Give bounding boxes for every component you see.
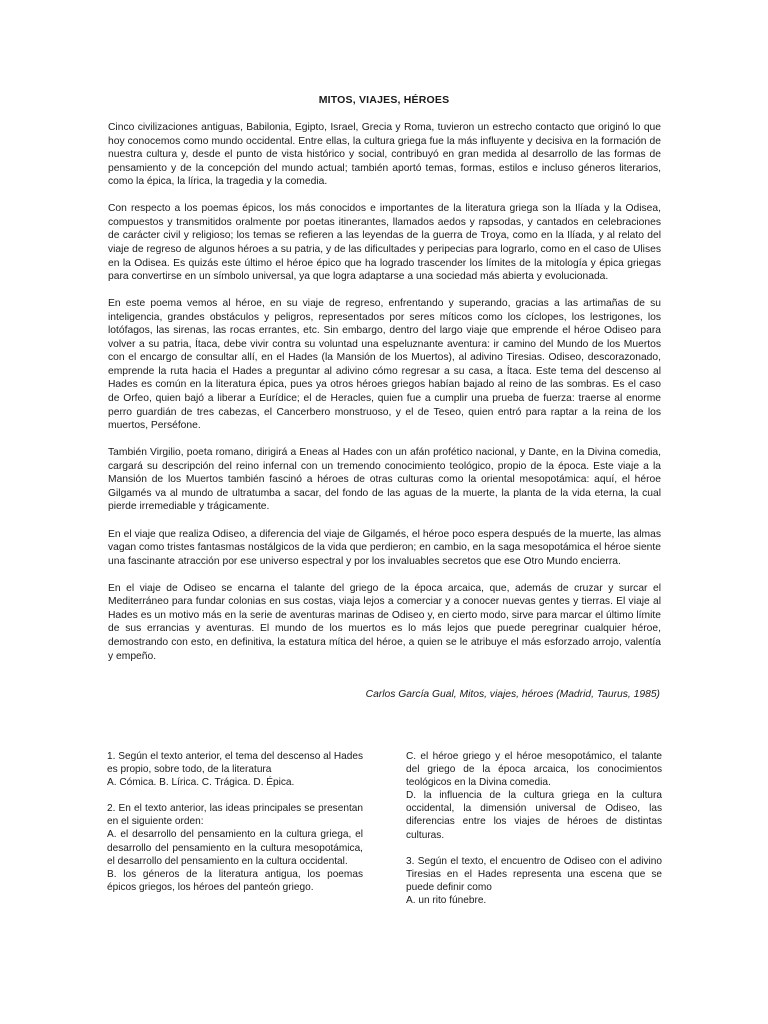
question-2-stem: 2. En el texto anterior, las ideas principales se presentan en el siguiente orden: [107, 803, 363, 828]
document-title: MITOS, VIAJES, HÉROES [318, 94, 450, 106]
question-2-option-d: D. la influencia de la cultura griega en la cultura occidental, la dimensión universal de Odiseo, las diferencias entre los viajes de héroes de distintas culturas. [406, 790, 662, 841]
question-2 [107, 802, 363, 894]
question-1-options: A. Cómica. B. Lírica. C. Trágica. D. Épica. [107, 777, 295, 789]
question-1 [107, 750, 363, 789]
questions-right-column [406, 750, 662, 920]
question-3-stem: 3. Según el texto, el encuentro de Odiseo con el adivino Tiresias en el Hades representa una escena que se puede definir como [406, 855, 662, 893]
question-2-option-c: C. el héroe griego y el héroe mesopotámico, el talante del griego de la época arcaica, los conocimientos teológicos en la Divina comedia. [406, 751, 662, 789]
question-2-option-a: A. el desarrollo del pensamiento en la cultura griega, el desarrollo del pensamiento en la cultura mesopotámica, el desarrollo del pensamiento en la cultura occidental. [107, 829, 363, 867]
question-2-option-b: B. los géneros de la literatura antigua, los poemas épicos griegos, los héroes del panteón griego. [107, 868, 363, 893]
question-1-stem: 1. Según el texto anterior, el tema del descenso al Hades es propio, sobre todo, de la literatura [107, 751, 363, 776]
questions-left-column [107, 750, 363, 920]
paragraph: Cinco civilizaciones antiguas, Babilonia, Egipto, Israel, Grecia y Roma, tuvieron un estrecho contacto que originó lo que hoy conocemos como mundo occidental. Entre ellas, la cultura griega fue la más influyente y decisiva en la formación de nuestra cultura y, desde el punto de vista histórico y social, contribuyó en gran medida al desarrollo de las formas de pensamiento y de la concepción del mundo actual; también aportó temas, formas, estilos e incluso géneros literarios, como la épica, la lírica, la tragedia y la comedia. [108, 122, 661, 188]
question-3-option-a: A. un rito fúnebre. [406, 894, 487, 906]
paragraph: En el viaje que realiza Odiseo, a diferencia del viaje de Gilgamés, el héroe poco espera después de la muerte, las almas vagan como tristes fantasmas nostálgicos de la vida que perdieron; en cambio, en la saga mesopotámica el héroe siente una fascinante atracción por ese universo espectral y por los invaluables secretos que ese Otro Mundo encierra. [108, 528, 661, 567]
paragraph: En el viaje de Odiseo se encarna el talante del griego de la época arcaica, que, además de cruzar y surcar el Mediterráneo para fundar colonias en sus costas, viaja lejos a comerciar y a conocer nuevas gentes y tierras. El viaje al Hades es un motivo más en la serie de aventuras marinas de Odiseo y, en cierto modo, sirve para marcar el último límite de sus errancias y aventuras. El mundo de los muertos es lo más lejos que puede peregrinar cualquier héroe, demostrando con esto, en definitiva, la estatura mítica del héroe, a quien se le atribuye el más esforzado arrojo, valentía y empeño. [108, 582, 661, 662]
citation: Carlos García Gual, Mitos, viajes, héroes (Madrid, Taurus, 1985) [365, 689, 660, 700]
paragraph: En este poema vemos al héroe, en su viaje de regreso, enfrentando y superando, gracias a las artimañas de su inteligencia, grandes obstáculos y peligros, representados por seres míticos como los cíclopes, los lestrigones, los lotófagos, las sirenas, las rocas errantes, etc. Sin embargo, dentro del largo viaje que emprende el héroe Odiseo para volver a su patria, Ítaca, debe vivir contra su voluntad una espeluznante aventura: ir camino del Mundo de los Muertos con el encargo de consultar allí, en el Hades (la Mansión de los Muertos), al adivino Tiresias. Odiseo, descorazonado, emprende la ruta hacia el Hades a preguntar al adivino cómo regresar a su casa, a Ítaca. Este tema del descenso al Hades es común en la literatura épica, pues ya otros héroes griegos habían bajado al reino de las sombras. Es el caso de Orfeo, quien bajó a liberar a Eurídice; el de Heracles, quien fue a cumplir una prueba de fuerza: traerse al enorme perro guardián de tres cabezas, el Cancerbero monstruoso, y el de Teseo, quien entró para raptar a la reina de los muertos, Perséfone. [108, 298, 661, 432]
paragraph: Con respecto a los poemas épicos, los más conocidos e importantes de la literatura griega son la Ilíada y la Odisea, compuestos y transmitidos oralmente por poetas itinerantes, llamados aedos y rapsodas, y cantados en celebraciones de carácter civil y religioso; los temas se refieren a las leyendas de la guerra de Troya, como en la Ilíada, y al relato del viaje de regreso de algunos héroes a su patria, y de las dificultades y peripecias para lograrlo, como en el caso de Ulises en la Odisea. Es quizás este último el héroe épico que ha logrado trascender los límites de la mitología y épica griegas para convertirse en un símbolo universal, ya que logra adaptarse a una sociedad más abierta y evolucionada. [108, 203, 661, 283]
paragraph: También Virgilio, poeta romano, dirigirá a Eneas al Hades con un afán profético nacional, y Dante, en la Divina comedia, cargará su descripción del reino infernal con un tremendo conocimiento teológico, propio de la época. Este viaje a la Mansión de los Muertos también fascinó a héroes de otras culturas como la oriental mesopotámica: aquí, el héroe Gilgamés va al mundo de ultratumba a sacar, del fondo de las aguas de la muerte, la planta de la vida eterna, la cual pierde irremediable y trágicamente. [108, 447, 661, 513]
question-3 [406, 855, 662, 907]
questions-section [107, 750, 662, 920]
question-2-continued [406, 750, 662, 842]
document-body [108, 121, 661, 677]
